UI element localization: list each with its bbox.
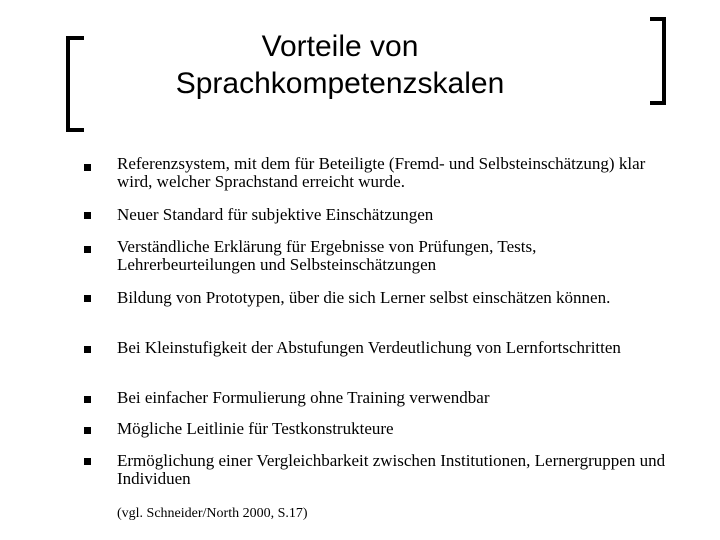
bullet-text: Bei einfacher Formulierung ohne Training verwendbar (117, 388, 490, 407)
square-bullet-icon (84, 212, 91, 219)
square-bullet-icon (84, 295, 91, 302)
square-bullet-icon (84, 164, 91, 171)
square-bullet-icon (84, 346, 91, 353)
bullet-text: Neuer Standard für subjektive Einschätzungen (117, 205, 434, 224)
bullet-text: Bei Kleinstufigkeit der Abstufungen Verdeutlichung von Lernfortschritten (117, 338, 621, 357)
square-bullet-icon (84, 396, 91, 403)
square-bullet-icon (84, 246, 91, 253)
bullet-text: Verständliche Erklärung für Ergebnisse von Prüfungen, Tests, Lehrerbeurteilungen und Selbsteinschätzungen (117, 237, 537, 274)
bullet-text: Referenzsystem, mit dem für Beteiligte (Fremd- und Selbsteinschätzung) klar wird, welcher Sprachstand erreicht wurde. (117, 154, 646, 191)
title-line-1: Vorteile von (261, 30, 419, 63)
square-bullet-icon (84, 427, 91, 434)
square-bullet-icon (84, 458, 91, 465)
citation-text: (vgl. Schneider/North 2000, S.17) (117, 506, 308, 521)
bullet-text: Mögliche Leitlinie für Testkonstrukteure (117, 419, 394, 438)
bullet-text: Ermöglichung einer Vergleichbarkeit zwischen Institutionen, Lernergruppen und Individuen (117, 451, 666, 488)
bullet-text: Bildung von Prototypen, über die sich Lerner selbst einschätzen können. (117, 288, 611, 307)
title-line-2: Sprachkompetenzskalen (175, 67, 505, 100)
